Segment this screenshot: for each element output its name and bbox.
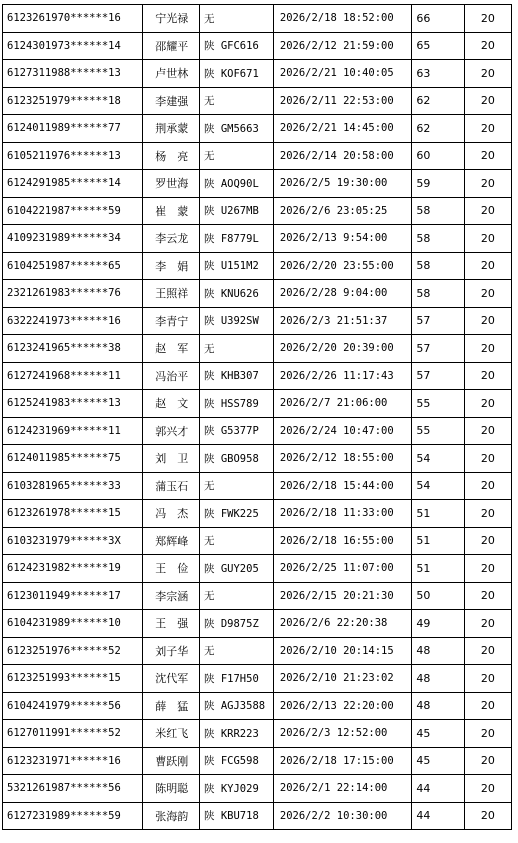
record-table	[2, 4, 512, 830]
id-number-cell: 6123261970******16	[3, 5, 143, 33]
time-cell: 2026/2/12 18:55:00	[273, 445, 412, 473]
name-cell: 崔 蒙	[142, 197, 199, 225]
time-cell: 2026/2/10 20:14:15	[273, 637, 412, 665]
name-cell: 卢世林	[142, 60, 199, 88]
record-table-sheet	[2, 4, 512, 830]
id-number-cell: 6124011989******77	[3, 115, 143, 143]
count-cell: 20	[464, 665, 511, 693]
count-cell: 20	[464, 170, 511, 198]
id-number-cell: 6322241973******16	[3, 307, 143, 335]
count-cell: 20	[464, 197, 511, 225]
time-cell: 2026/2/20 23:55:00	[273, 252, 412, 280]
score-cell: 57	[412, 362, 464, 390]
plate-cell: 陕 AOQ90L	[200, 170, 274, 198]
plate-cell: 陕 KHB307	[200, 362, 274, 390]
time-cell: 2026/2/2 10:30:00	[273, 802, 412, 830]
score-cell: 48	[412, 637, 464, 665]
table-row	[3, 417, 512, 445]
id-number-cell: 6127311988******13	[3, 60, 143, 88]
table-row	[3, 500, 512, 528]
count-cell: 20	[464, 60, 511, 88]
plate-cell: 陕 GM5663	[200, 115, 274, 143]
name-cell: 蒲玉石	[142, 472, 199, 500]
name-cell: 李青宁	[142, 307, 199, 335]
score-cell: 55	[412, 390, 464, 418]
plate-cell: 无	[200, 582, 274, 610]
plate-cell: 无	[200, 335, 274, 363]
table-row	[3, 720, 512, 748]
table-row	[3, 692, 512, 720]
name-cell: 薛 猛	[142, 692, 199, 720]
count-cell: 20	[464, 692, 511, 720]
id-number-cell: 6124301973******14	[3, 32, 143, 60]
table-row	[3, 307, 512, 335]
name-cell: 邵耀平	[142, 32, 199, 60]
id-number-cell: 6104231989******10	[3, 610, 143, 638]
score-cell: 58	[412, 280, 464, 308]
name-cell: 荆承蒙	[142, 115, 199, 143]
count-cell: 20	[464, 445, 511, 473]
plate-cell: 陕 KRR223	[200, 720, 274, 748]
count-cell: 20	[464, 280, 511, 308]
time-cell: 2026/2/20 20:39:00	[273, 335, 412, 363]
plate-cell: 陕 FWK225	[200, 500, 274, 528]
table-row	[3, 390, 512, 418]
id-number-cell: 6103281965******33	[3, 472, 143, 500]
count-cell: 20	[464, 142, 511, 170]
id-number-cell: 6123251979******18	[3, 87, 143, 115]
score-cell: 58	[412, 197, 464, 225]
time-cell: 2026/2/7 21:06:00	[273, 390, 412, 418]
table-row	[3, 60, 512, 88]
id-number-cell: 6127231989******59	[3, 802, 143, 830]
id-number-cell: 6125241983******13	[3, 390, 143, 418]
name-cell: 郑辉峰	[142, 527, 199, 555]
name-cell: 刘子华	[142, 637, 199, 665]
score-cell: 51	[412, 500, 464, 528]
id-number-cell: 6123011949******17	[3, 582, 143, 610]
count-cell: 20	[464, 87, 511, 115]
table-row	[3, 555, 512, 583]
plate-cell: 无	[200, 637, 274, 665]
table-row	[3, 445, 512, 473]
score-cell: 45	[412, 747, 464, 775]
count-cell: 20	[464, 527, 511, 555]
score-cell: 63	[412, 60, 464, 88]
id-number-cell: 6124291985******14	[3, 170, 143, 198]
table-row	[3, 225, 512, 253]
count-cell: 20	[464, 362, 511, 390]
name-cell: 王 强	[142, 610, 199, 638]
count-cell: 20	[464, 225, 511, 253]
score-cell: 58	[412, 225, 464, 253]
count-cell: 20	[464, 582, 511, 610]
time-cell: 2026/2/26 11:17:43	[273, 362, 412, 390]
table-row	[3, 802, 512, 830]
count-cell: 20	[464, 390, 511, 418]
name-cell: 赵 军	[142, 335, 199, 363]
name-cell: 冯 杰	[142, 500, 199, 528]
plate-cell: 无	[200, 87, 274, 115]
table-row	[3, 87, 512, 115]
count-cell: 20	[464, 555, 511, 583]
table-row	[3, 197, 512, 225]
time-cell: 2026/2/18 15:44:00	[273, 472, 412, 500]
id-number-cell: 6123261978******15	[3, 500, 143, 528]
name-cell: 杨 亮	[142, 142, 199, 170]
table-row	[3, 775, 512, 803]
name-cell: 冯治平	[142, 362, 199, 390]
plate-cell: 陕 F8779L	[200, 225, 274, 253]
score-cell: 59	[412, 170, 464, 198]
plate-cell: 无	[200, 472, 274, 500]
table-row	[3, 170, 512, 198]
id-number-cell: 6104221987******59	[3, 197, 143, 225]
table-row	[3, 335, 512, 363]
name-cell: 陈明聪	[142, 775, 199, 803]
table-body	[3, 5, 512, 830]
name-cell: 宁光禄	[142, 5, 199, 33]
table-row	[3, 362, 512, 390]
time-cell: 2026/2/6 22:20:38	[273, 610, 412, 638]
time-cell: 2026/2/6 23:05:25	[273, 197, 412, 225]
id-number-cell: 6104241979******56	[3, 692, 143, 720]
plate-cell: 陕 D9875Z	[200, 610, 274, 638]
count-cell: 20	[464, 32, 511, 60]
count-cell: 20	[464, 472, 511, 500]
score-cell: 45	[412, 720, 464, 748]
id-number-cell: 6124231969******11	[3, 417, 143, 445]
time-cell: 2026/2/18 17:15:00	[273, 747, 412, 775]
table-row	[3, 32, 512, 60]
id-number-cell: 6123231971******16	[3, 747, 143, 775]
plate-cell: 陕 G5377P	[200, 417, 274, 445]
score-cell: 55	[412, 417, 464, 445]
name-cell: 刘 卫	[142, 445, 199, 473]
table-row	[3, 747, 512, 775]
score-cell: 65	[412, 32, 464, 60]
name-cell: 李建强	[142, 87, 199, 115]
table-row	[3, 115, 512, 143]
count-cell: 20	[464, 417, 511, 445]
plate-cell: 陕 GUY205	[200, 555, 274, 583]
score-cell: 49	[412, 610, 464, 638]
time-cell: 2026/2/24 10:47:00	[273, 417, 412, 445]
id-number-cell: 5321261987******56	[3, 775, 143, 803]
count-cell: 20	[464, 775, 511, 803]
table-row	[3, 280, 512, 308]
time-cell: 2026/2/25 11:07:00	[273, 555, 412, 583]
table-row	[3, 610, 512, 638]
name-cell: 郭兴才	[142, 417, 199, 445]
name-cell: 曹跃刚	[142, 747, 199, 775]
score-cell: 60	[412, 142, 464, 170]
time-cell: 2026/2/18 11:33:00	[273, 500, 412, 528]
id-number-cell: 6123251976******52	[3, 637, 143, 665]
plate-cell: 无	[200, 142, 274, 170]
name-cell: 王 俭	[142, 555, 199, 583]
time-cell: 2026/2/1 22:14:00	[273, 775, 412, 803]
name-cell: 罗世海	[142, 170, 199, 198]
plate-cell: 陕 KOF671	[200, 60, 274, 88]
plate-cell: 陕 U267MB	[200, 197, 274, 225]
name-cell: 张海韵	[142, 802, 199, 830]
id-number-cell: 6123251993******15	[3, 665, 143, 693]
score-cell: 57	[412, 307, 464, 335]
score-cell: 44	[412, 775, 464, 803]
score-cell: 62	[412, 87, 464, 115]
plate-cell: 陕 KNU626	[200, 280, 274, 308]
score-cell: 51	[412, 527, 464, 555]
plate-cell: 陕 FCG598	[200, 747, 274, 775]
id-number-cell: 6103231979******3X	[3, 527, 143, 555]
time-cell: 2026/2/13 9:54:00	[273, 225, 412, 253]
score-cell: 48	[412, 665, 464, 693]
time-cell: 2026/2/12 21:59:00	[273, 32, 412, 60]
time-cell: 2026/2/10 21:23:02	[273, 665, 412, 693]
plate-cell: 无	[200, 5, 274, 33]
score-cell: 54	[412, 445, 464, 473]
table-row	[3, 665, 512, 693]
plate-cell: 陕 AGJ3588	[200, 692, 274, 720]
time-cell: 2026/2/14 20:58:00	[273, 142, 412, 170]
plate-cell: 陕 GBO958	[200, 445, 274, 473]
count-cell: 20	[464, 307, 511, 335]
table-row	[3, 142, 512, 170]
time-cell: 2026/2/21 10:40:05	[273, 60, 412, 88]
score-cell: 51	[412, 555, 464, 583]
id-number-cell: 6123241965******38	[3, 335, 143, 363]
count-cell: 20	[464, 5, 511, 33]
score-cell: 62	[412, 115, 464, 143]
id-number-cell: 6124011985******75	[3, 445, 143, 473]
id-number-cell: 6124231982******19	[3, 555, 143, 583]
time-cell: 2026/2/28 9:04:00	[273, 280, 412, 308]
time-cell: 2026/2/11 22:53:00	[273, 87, 412, 115]
time-cell: 2026/2/21 14:45:00	[273, 115, 412, 143]
plate-cell: 陕 KYJ029	[200, 775, 274, 803]
count-cell: 20	[464, 637, 511, 665]
count-cell: 20	[464, 115, 511, 143]
count-cell: 20	[464, 335, 511, 363]
time-cell: 2026/2/15 20:21:30	[273, 582, 412, 610]
name-cell: 米红飞	[142, 720, 199, 748]
plate-cell: 陕 HSS789	[200, 390, 274, 418]
table-row	[3, 472, 512, 500]
time-cell: 2026/2/3 12:52:00	[273, 720, 412, 748]
score-cell: 66	[412, 5, 464, 33]
id-number-cell: 6127241968******11	[3, 362, 143, 390]
score-cell: 44	[412, 802, 464, 830]
id-number-cell: 6105211976******13	[3, 142, 143, 170]
plate-cell: 陕 U392SW	[200, 307, 274, 335]
plate-cell: 无	[200, 527, 274, 555]
score-cell: 58	[412, 252, 464, 280]
table-row	[3, 252, 512, 280]
count-cell: 20	[464, 610, 511, 638]
score-cell: 57	[412, 335, 464, 363]
name-cell: 李云龙	[142, 225, 199, 253]
name-cell: 沈代军	[142, 665, 199, 693]
plate-cell: 陕 KBU718	[200, 802, 274, 830]
table-row	[3, 582, 512, 610]
table-row	[3, 527, 512, 555]
time-cell: 2026/2/5 19:30:00	[273, 170, 412, 198]
table-row	[3, 637, 512, 665]
count-cell: 20	[464, 720, 511, 748]
id-number-cell: 6104251987******65	[3, 252, 143, 280]
count-cell: 20	[464, 802, 511, 830]
plate-cell: 陕 F17H50	[200, 665, 274, 693]
score-cell: 54	[412, 472, 464, 500]
score-cell: 48	[412, 692, 464, 720]
name-cell: 王照祥	[142, 280, 199, 308]
time-cell: 2026/2/18 18:52:00	[273, 5, 412, 33]
time-cell: 2026/2/3 21:51:37	[273, 307, 412, 335]
count-cell: 20	[464, 747, 511, 775]
id-number-cell: 6127011991******52	[3, 720, 143, 748]
id-number-cell: 4109231989******34	[3, 225, 143, 253]
plate-cell: 陕 U151M2	[200, 252, 274, 280]
plate-cell: 陕 GFC616	[200, 32, 274, 60]
name-cell: 李宗涵	[142, 582, 199, 610]
count-cell: 20	[464, 500, 511, 528]
score-cell: 50	[412, 582, 464, 610]
time-cell: 2026/2/18 16:55:00	[273, 527, 412, 555]
id-number-cell: 2321261983******76	[3, 280, 143, 308]
name-cell: 李 娟	[142, 252, 199, 280]
name-cell: 赵 文	[142, 390, 199, 418]
table-row	[3, 5, 512, 33]
count-cell: 20	[464, 252, 511, 280]
time-cell: 2026/2/13 22:20:00	[273, 692, 412, 720]
